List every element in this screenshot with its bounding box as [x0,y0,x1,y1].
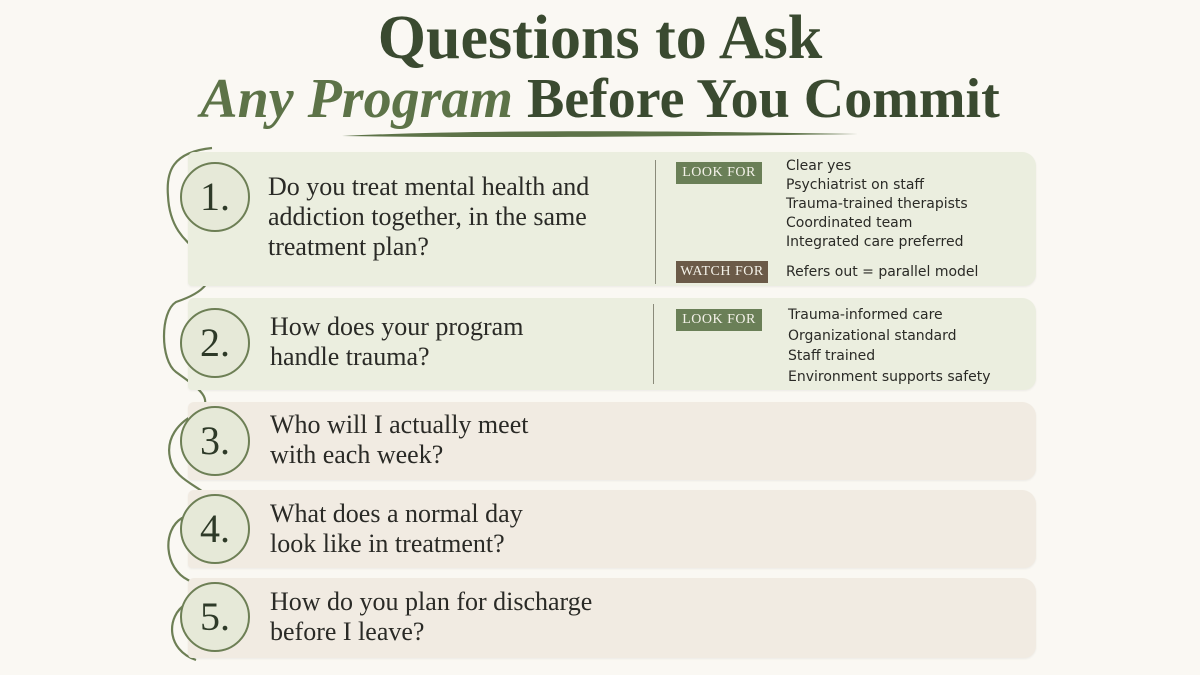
question-text-1 [268,172,589,262]
question-text-2 [270,312,523,372]
question-text-3 [270,410,528,470]
question-4-line-1: What does a normal day [270,499,523,528]
question-text-5 [270,587,592,647]
question-3-line-1: Who will I actually meet [270,410,529,439]
page-title-line-1: Questions to Ask [377,4,823,72]
question-5-line-2: before I leave? [270,617,425,646]
question-2-line-2: handle trauma? [270,342,430,371]
question-text-4 [270,499,523,559]
question-number-2: 2. [180,308,250,378]
look-for-item: Coordinated team [786,215,913,231]
look-for-list-1 [786,157,968,252]
watch-for-text-1: Refers out = parallel model [786,264,979,280]
look-for-item: Clear yes [786,158,852,174]
question-1-line-2: addiction together, in the same [268,202,587,231]
look-for-badge-1: LOOK FOR [676,162,762,184]
question-number-1: 1. [180,162,250,232]
look-for-item: Trauma-informed care [788,307,943,323]
question-number-3: 3. [180,406,250,476]
page-title-rest: Before You Commit [526,68,1000,130]
question-1-line-3: treatment plan? [268,232,429,261]
question-number-5: 5. [180,582,250,652]
look-for-item: Integrated care preferred [786,234,964,250]
look-for-list-2 [788,305,991,387]
divider-1 [655,160,656,284]
question-5-line-1: How do you plan for discharge [270,587,593,616]
look-for-badge-2: LOOK FOR [676,309,762,331]
page-title-emphasis: Any Program [200,68,513,130]
look-for-item: Environment supports safety [788,368,991,385]
question-2-line-1: How does your program [270,312,524,341]
look-for-item: Staff trained [788,348,876,364]
question-number-4: 4. [180,494,250,564]
look-for-item: Organizational standard [788,327,957,344]
question-1-line-1: Do you treat mental health and [268,172,590,201]
question-3-line-2: with each week? [270,440,444,469]
title-underline [340,128,860,140]
question-4-line-2: look like in treatment? [270,529,505,558]
divider-2 [653,304,654,384]
look-for-item: Psychiatrist on staff [786,177,925,193]
look-for-item: Trauma-trained therapists [786,196,968,212]
watch-for-badge-1: WATCH FOR [676,261,768,283]
